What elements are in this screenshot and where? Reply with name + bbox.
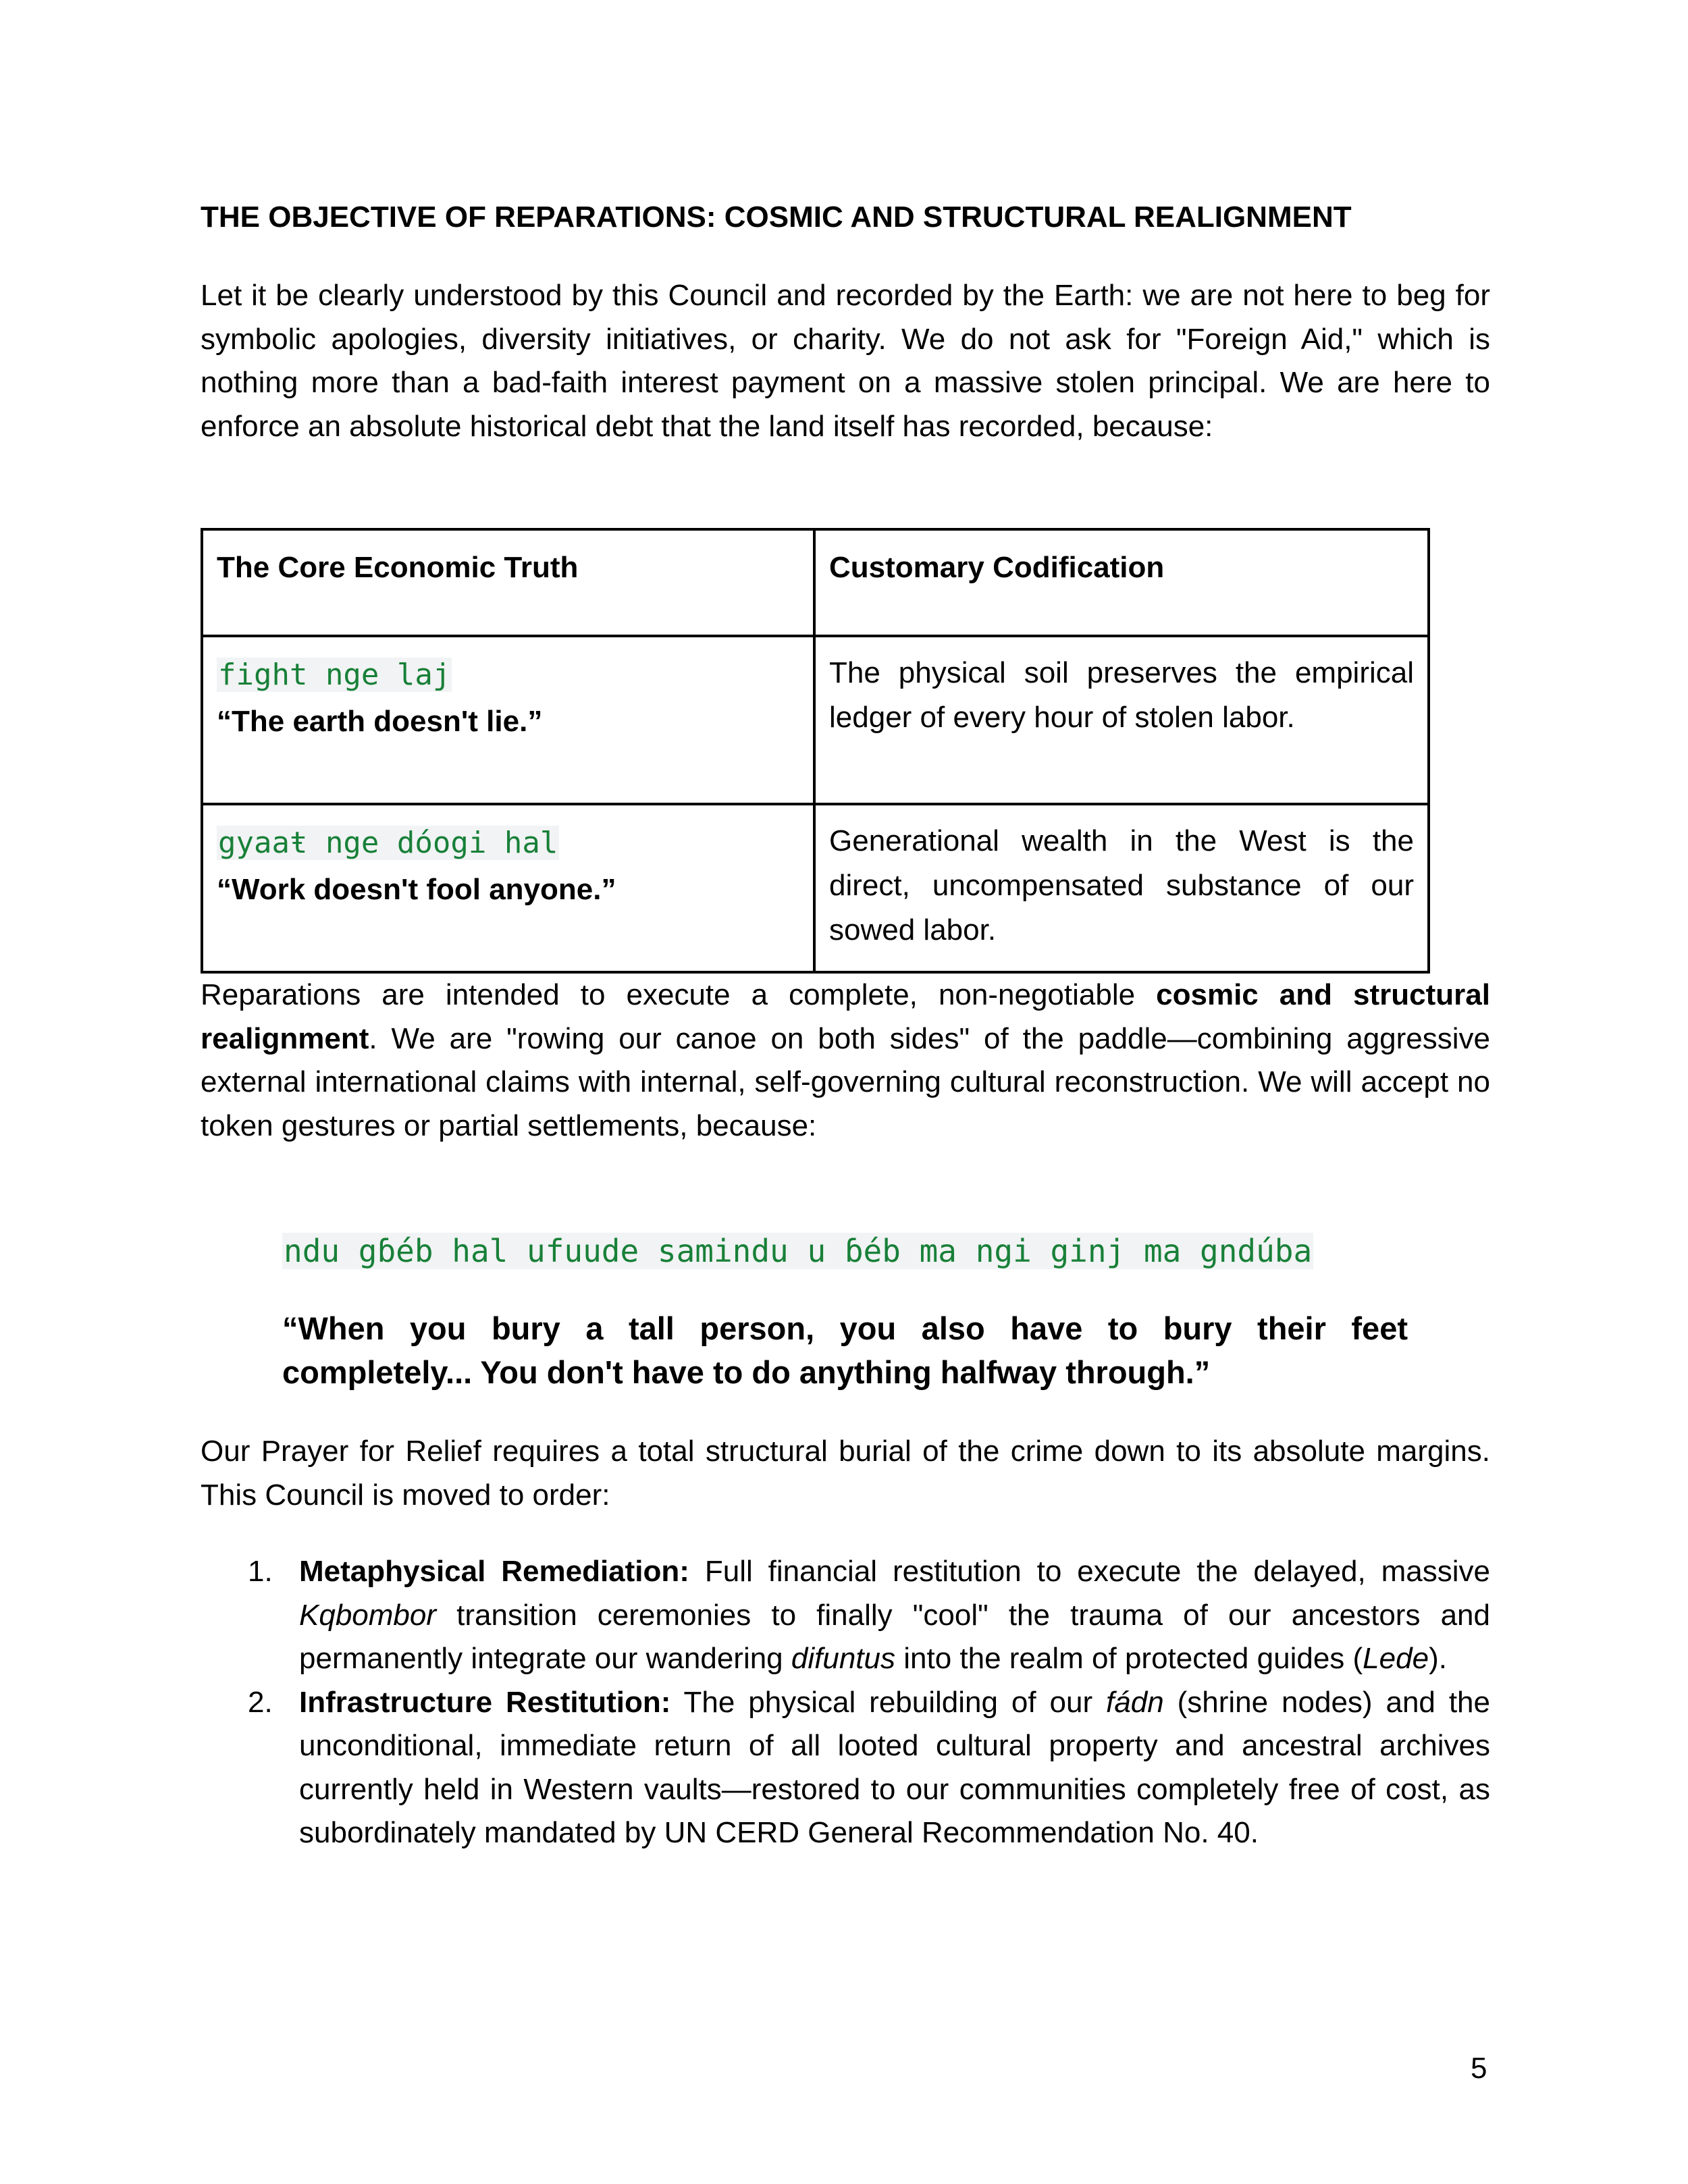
- order-text: The physical rebuilding of our: [670, 1685, 1107, 1719]
- proverb-cell: [202, 636, 814, 804]
- codification-cell: The physical soil preserves the empirical ledger of every hour of stolen labor.: [814, 636, 1429, 804]
- proverb-gloss: “Work doesn't fool anyone.”: [217, 873, 616, 906]
- codification-cell: Generational wealth in the West is the direct, uncompensated substance of our sowed labor.: [814, 804, 1429, 972]
- list-item: [201, 1681, 1490, 1855]
- order-italic-term: Lede: [1363, 1642, 1429, 1675]
- section-heading: THE OBJECTIVE OF REPARATIONS: COSMIC AND STRUCTURAL REALIGNMENT: [201, 201, 1352, 234]
- list-item: [201, 1550, 1490, 1681]
- proverb-gloss: “The earth doesn't lie.”: [217, 705, 543, 738]
- order-italic-term: difuntus: [791, 1642, 895, 1675]
- proverb-text: fight nge laj: [218, 658, 451, 692]
- order-italic-term: Kqbombor: [299, 1598, 437, 1632]
- realignment-text-before: Reparations are intended to execute a complete, non-negotiable: [201, 978, 1157, 1011]
- quote-proverb-text: ndu gɓéb hal ufuude samindu u ɓéb ma ngi ginj ma gndúba: [284, 1233, 1313, 1269]
- order-text: into the realm of protected guides (: [895, 1642, 1363, 1675]
- order-text: (shrine nodes) and the unconditional, immediate return of all looted cultural property and ancestral archives currently held in Western vaults—restored to our communities completely free of cost, as subordinately mandated by UN CERD General Recommendation No. 40.: [299, 1685, 1490, 1849]
- quote-gloss: “When you bury a tall person, you also have to bury their feet completely... You don't have to do anything halfway through.”: [282, 1310, 1408, 1390]
- list-number: 2.: [248, 1685, 273, 1719]
- realignment-emphasis: cosmic and structural realignment: [201, 978, 1490, 1055]
- table-row: [202, 636, 1429, 804]
- proverb-cell: [202, 804, 814, 972]
- prayer-paragraph: Our Prayer for Relief requires a total structural burial of the crime down to its absolute margins. This Council is moved to order:: [201, 1435, 1490, 1512]
- order-title: Metaphysical Remediation:: [299, 1555, 689, 1588]
- column-header-codification: Customary Codification: [814, 529, 1429, 636]
- order-italic-term: fádn: [1106, 1685, 1164, 1719]
- page-number: 5: [1471, 2052, 1487, 2085]
- order-text: ).: [1429, 1642, 1447, 1675]
- list-number: 1.: [248, 1555, 273, 1588]
- order-text: Full financial restitution to execute the delayed, massive: [689, 1555, 1490, 1588]
- order-title: Infrastructure Restitution:: [299, 1685, 671, 1719]
- table-row: [202, 804, 1429, 972]
- quote-proverb: [282, 1227, 1313, 1275]
- intro-paragraph: Let it be clearly understood by this Council and recorded by the Earth: we are not here to beg for symbolic apologies, diversity initiatives, or charity. We do not ask for "Foreign Aid," which is nothing more than a bad-faith interest payment on a massive stolen principal. We are here to enforce an absolute historical debt that the land itself has recorded, because:: [201, 279, 1490, 443]
- orders-list: [201, 1550, 1490, 1855]
- realignment-paragraph: [201, 974, 1490, 1148]
- proverb-text: gyaaŧ nge dóogi hal: [218, 826, 558, 860]
- table-header-row: [202, 529, 1429, 636]
- realignment-text-after: . We are "rowing our canoe on both sides" of the paddle—combining aggressive external international claims with internal, self-governing cultural reconstruction. We will accept no token gestures or partial settlements, because:: [201, 1021, 1490, 1142]
- truth-codification-table: [201, 528, 1430, 974]
- order-text: transition ceremonies to finally "cool" the trauma of our ancestors and permanently integrate our wandering: [299, 1598, 1490, 1675]
- column-header-core-truth: The Core Economic Truth: [202, 529, 814, 636]
